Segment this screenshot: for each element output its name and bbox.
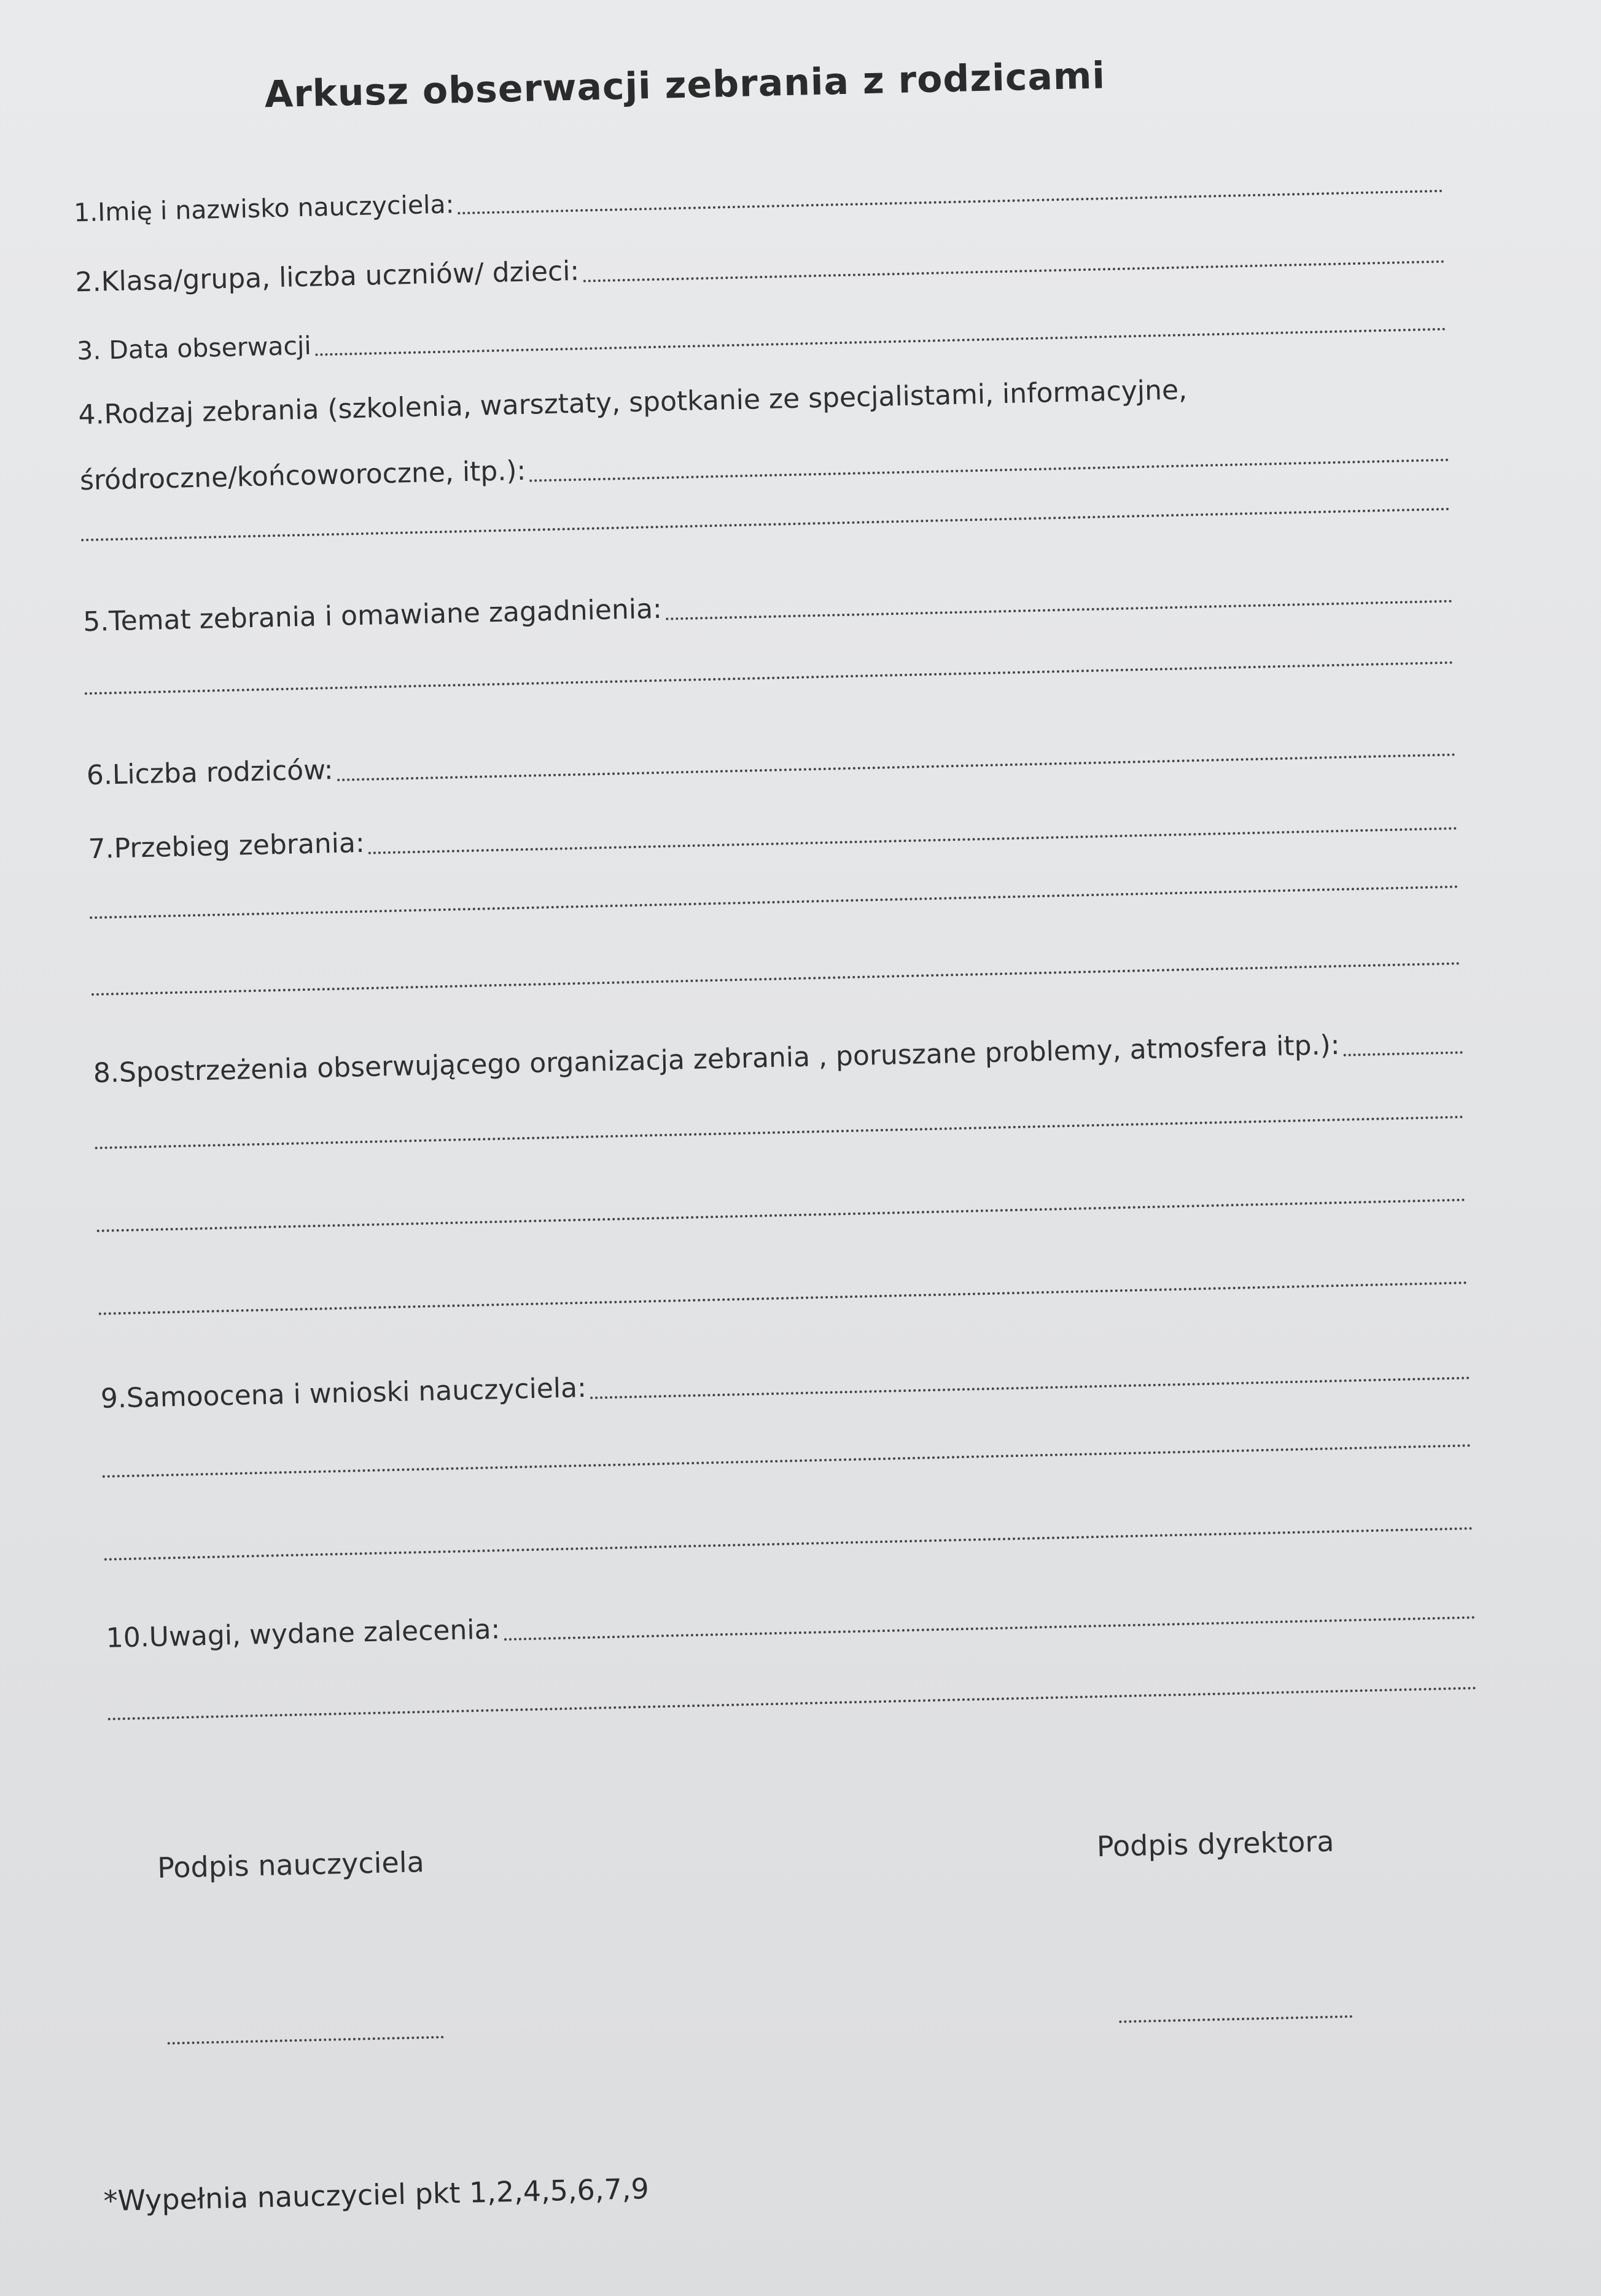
teacher-signature-line[interactable] bbox=[168, 2035, 444, 2044]
field-remarks bbox=[106, 1594, 1475, 1652]
field-observation-date-line[interactable] bbox=[315, 327, 1446, 356]
field-observer-notes-blank-1[interactable] bbox=[95, 1115, 1465, 1149]
field-self-assessment-line[interactable] bbox=[590, 1376, 1470, 1399]
field-meeting-course-blank-1[interactable] bbox=[90, 884, 1459, 919]
field-meeting-topic-label: 5.Temat zebrania i omawiane zagadnienia: bbox=[82, 593, 663, 638]
field-meeting-topic-blank[interactable] bbox=[85, 661, 1454, 695]
field-meeting-type-label-2: śródroczne/końcoworoczne, itp.): bbox=[79, 455, 526, 497]
field-remarks-line[interactable] bbox=[504, 1615, 1476, 1641]
director-signature-line[interactable] bbox=[1119, 2015, 1352, 2023]
field-class-group-label: 2.Klasa/grupa, liczba uczniów/ dzieci: bbox=[75, 255, 580, 299]
field-teacher-name-label: 1.Imię i nazwisko nauczyciela: bbox=[73, 189, 454, 228]
field-observer-notes-line[interactable] bbox=[1344, 1050, 1463, 1056]
field-meeting-course-label: 7.Przebieg zebrania: bbox=[88, 827, 365, 865]
field-self-assessment bbox=[100, 1354, 1470, 1413]
footnote: *Wypełnia nauczyciel pkt 1,2,4,5,6,7,9 bbox=[103, 2171, 650, 2218]
field-meeting-type-line[interactable] bbox=[530, 458, 1449, 482]
field-meeting-type-line2 bbox=[80, 437, 1449, 495]
field-class-group bbox=[75, 238, 1444, 297]
field-meeting-type-blank[interactable] bbox=[81, 507, 1451, 542]
field-teacher-name-line[interactable] bbox=[458, 189, 1443, 214]
field-self-assessment-label: 9.Samoocena i wnioski nauczyciela: bbox=[100, 1372, 587, 1415]
field-class-group-line[interactable] bbox=[583, 260, 1444, 283]
field-teacher-name bbox=[74, 170, 1443, 226]
field-observer-notes-blank-2[interactable] bbox=[97, 1198, 1467, 1232]
teacher-signature-label: Podpis nauczyciela bbox=[157, 1845, 425, 1884]
field-observation-date bbox=[77, 308, 1446, 364]
field-observer-notes-blank-3[interactable] bbox=[99, 1281, 1468, 1315]
field-meeting-topic bbox=[83, 578, 1452, 636]
field-meeting-type-label: 4.Rodzaj zebrania (szkolenia, warsztaty, spotkanie ze specjalistami, informacyjne, bbox=[78, 374, 1188, 431]
form-title: Arkusz obserwacji zebrania z rodzicami bbox=[264, 54, 1106, 117]
field-self-assessment-blank-2[interactable] bbox=[104, 1526, 1474, 1561]
field-observation-date-label: 3. Data obserwacji bbox=[76, 330, 312, 366]
field-parent-count-line[interactable] bbox=[337, 753, 1456, 781]
field-meeting-topic-line[interactable] bbox=[666, 599, 1452, 620]
field-meeting-type-line1 bbox=[78, 371, 1447, 429]
field-parent-count bbox=[86, 732, 1455, 790]
field-meeting-course bbox=[88, 805, 1457, 864]
field-observer-notes-label: 8.Spostrzeżenia obserwującego organizacja zebrania , poruszane problemy, atmosfera itp.): bbox=[93, 1029, 1341, 1090]
field-remarks-label: 10.Uwagi, wydane zalecenia: bbox=[106, 1614, 501, 1654]
field-parent-count-label: 6.Liczba rodziców: bbox=[86, 754, 334, 792]
field-self-assessment-blank-1[interactable] bbox=[103, 1443, 1472, 1478]
field-observer-notes bbox=[93, 1029, 1462, 1090]
field-meeting-course-line[interactable] bbox=[368, 827, 1457, 854]
field-meeting-course-blank-2[interactable] bbox=[92, 961, 1461, 996]
field-remarks-blank[interactable] bbox=[108, 1686, 1478, 1720]
director-signature-label: Podpis dyrektora bbox=[1096, 1824, 1334, 1864]
